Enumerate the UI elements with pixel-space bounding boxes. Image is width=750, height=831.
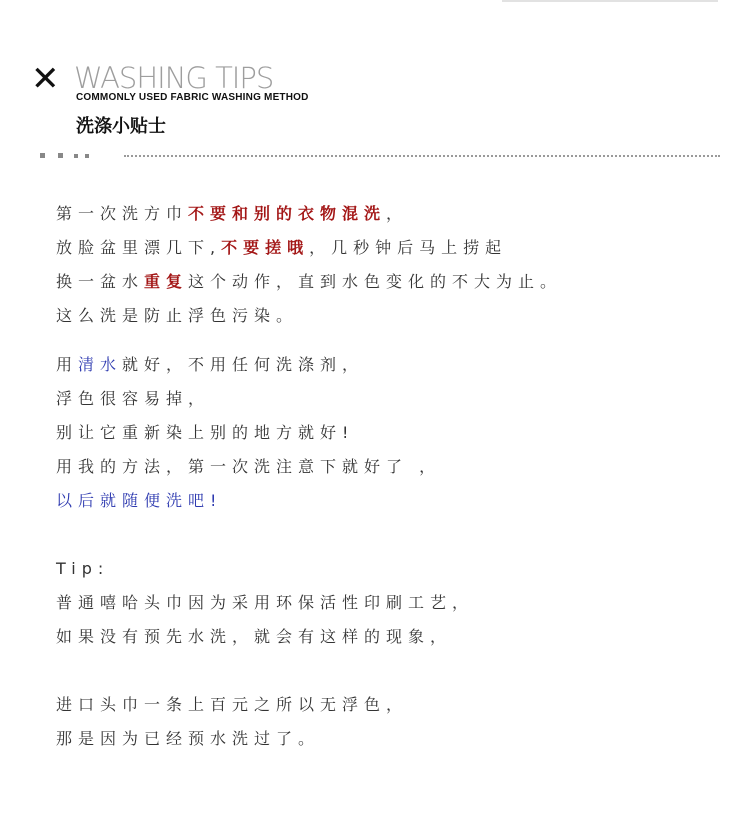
text-line: 普通嘻哈头巾因为采用环保活性印刷工艺， xyxy=(56,593,475,612)
divider-square-2 xyxy=(58,153,63,158)
tip-label: Tip: xyxy=(56,559,110,578)
emphasis-red: 不要和别的衣物混洗 xyxy=(188,204,387,223)
washing-instructions xyxy=(56,202,716,761)
text-line: 那是因为已经预水洗过了。 xyxy=(56,729,321,748)
divider-square-4 xyxy=(85,154,89,158)
text-line: 别让它重新染上别的地方就好! xyxy=(56,423,355,442)
text-line: 如果没有预先水洗，就会有这样的现象， xyxy=(56,627,453,646)
washing-tips-subtitle: COMMONLY USED FABRIC WASHING METHOD xyxy=(76,92,309,103)
text-line xyxy=(56,270,716,304)
text-line: 浮色很容易掉， xyxy=(56,389,211,408)
divider-dots xyxy=(124,155,720,157)
text-line-blue: 以后就随便洗吧! xyxy=(56,491,223,510)
top-rule xyxy=(502,0,718,2)
divider-square-1 xyxy=(40,153,45,158)
emphasis-red: 不要搓哦 xyxy=(221,238,310,257)
text-segment: 换一盆水 xyxy=(56,272,145,291)
paragraph-gap xyxy=(56,338,716,353)
paragraph-gap xyxy=(56,523,716,557)
text-segment: 这个动作，直到水色变化的不大为止。 xyxy=(188,272,563,291)
emphasis-blue: 清水 xyxy=(78,355,123,374)
text-segment: ， xyxy=(386,204,409,223)
text-line: 这么洗是防止浮色污染。 xyxy=(56,306,299,325)
text-line xyxy=(56,353,716,387)
text-line: 用我的方法，第一次洗注意下就好了 ， xyxy=(56,457,442,476)
text-line: 进口头巾一条上百元之所以无浮色， xyxy=(56,695,409,714)
washing-tips-heading-cn: 洗涤小贴士 xyxy=(76,116,166,137)
text-line xyxy=(56,236,716,270)
close-x-icon: ✕ xyxy=(31,59,60,99)
divider-square-3 xyxy=(74,154,78,158)
text-segment: 用 xyxy=(56,355,79,374)
washing-tips-title: WASHING TIPS xyxy=(74,61,274,95)
text-segment: 第一次洗方巾 xyxy=(56,204,189,223)
text-line xyxy=(56,202,716,236)
text-segment: 就好，不用任何洗涤剂， xyxy=(122,355,365,374)
dotted-divider xyxy=(40,152,720,158)
text-segment: ，几秒钟后马上捞起 xyxy=(309,238,508,257)
text-segment: 放脸盆里漂几下, xyxy=(56,238,222,257)
paragraph-gap xyxy=(56,659,716,693)
emphasis-red: 重复 xyxy=(144,272,189,291)
